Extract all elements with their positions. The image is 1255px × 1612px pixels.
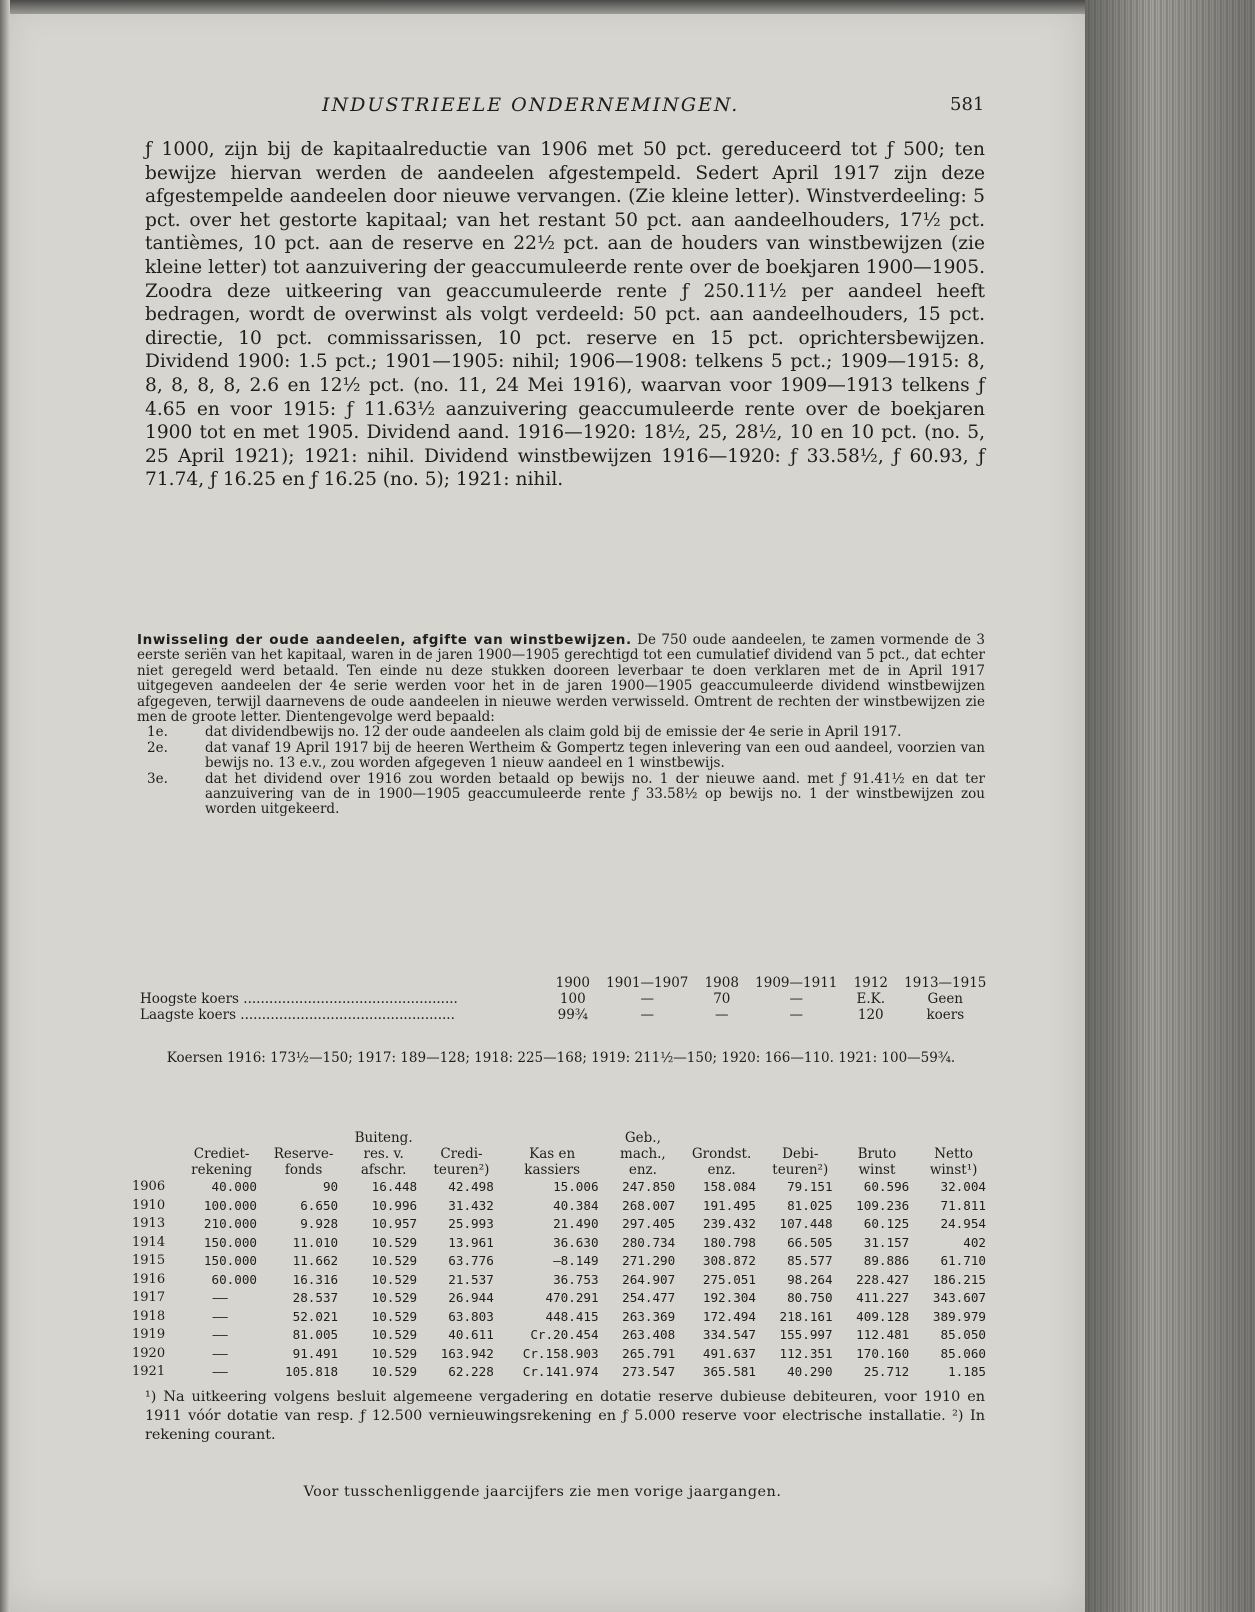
table-cell: 264.907 — [622, 1271, 676, 1287]
table-header-cell: Kas en — [529, 1146, 576, 1162]
table-cell: 21.490 — [553, 1216, 599, 1231]
table-cell: E.K. — [856, 991, 886, 1007]
table-cell: 448.415 — [545, 1308, 599, 1324]
table-cell: 265.791 — [622, 1345, 676, 1361]
table-cell: 158.084 — [702, 1179, 756, 1194]
table-cell: 273.547 — [622, 1364, 676, 1379]
page-top-edge — [0, 0, 1085, 14]
table-cell: 60.000 — [211, 1271, 257, 1287]
table-header-cell — [132, 1146, 180, 1162]
list-item-text: dat het dividend over 1916 zou worden betaald op bewijs no. 1 der nieuwe aand. met ƒ 91.41½ en dat ter aanzuivering van de in 1900—1905 geaccumuleerde rente ƒ 33.58½ op bewijs no. 1 der winstbewijzen zou worden uitgekeerd. — [205, 770, 985, 818]
table-cell: 36.630 — [553, 1234, 599, 1250]
table-cell: 42.498 — [448, 1179, 494, 1194]
table-cell: 81.025 — [787, 1197, 833, 1213]
row-year: 1913 — [132, 1216, 166, 1231]
table-cell: 24.954 — [940, 1216, 986, 1231]
financial-table-body — [132, 1178, 992, 1382]
table-header-row — [132, 1130, 992, 1146]
row-year: 1916 — [132, 1271, 166, 1287]
table-cell: 10.529 — [371, 1327, 418, 1342]
table-cell: 28.537 — [292, 1290, 339, 1305]
running-header — [0, 94, 1085, 120]
table-row — [132, 1308, 992, 1327]
table-cell: 10.996 — [371, 1197, 418, 1213]
price-history-line: Koersen 1916: 173½—150; 1917: 189—128; 1918: 225—168; 1919: 211½—150; 1920: 166—110. 1921: 100—59¾. — [166, 1050, 956, 1066]
table-cell: — — [640, 991, 655, 1007]
table-cell: 36.753 — [553, 1271, 599, 1287]
table-header-cell: res. v. — [363, 1146, 404, 1162]
table-header-row — [132, 1162, 992, 1178]
table-row — [132, 1271, 992, 1290]
table-row — [132, 1234, 992, 1253]
page-number: 581 — [950, 94, 985, 115]
table-header-cell — [423, 1130, 500, 1146]
table-header-cell: afschr. — [360, 1162, 407, 1178]
table-row — [132, 1252, 992, 1271]
table-cell: 247.850 — [622, 1179, 676, 1194]
table-header-cell — [263, 1130, 344, 1146]
table-cell: 411.227 — [856, 1290, 910, 1305]
table-cell: 263.369 — [622, 1308, 676, 1324]
page-left-edge — [0, 0, 10, 1612]
table-row — [136, 991, 996, 1007]
table-header-row — [136, 975, 996, 991]
table-cell: — — [789, 1007, 804, 1023]
table-header-cell: 1913—1915 — [904, 975, 987, 991]
table-cell: 109.236 — [856, 1197, 910, 1213]
table-cell: 254.477 — [622, 1290, 676, 1305]
table-cell: 21.537 — [448, 1271, 494, 1287]
table-cell: 186.215 — [932, 1271, 986, 1287]
table-cell: 210.000 — [203, 1216, 257, 1231]
table-header-cell: 1901—1907 — [606, 975, 689, 991]
table-cell: 280.734 — [622, 1234, 676, 1250]
table-cell: — — [640, 1007, 655, 1023]
list-item-number: 2e. — [147, 739, 168, 756]
table-cell: 268.007 — [622, 1197, 676, 1213]
row-label: Laagste koers .................................................. — [140, 1007, 455, 1023]
table-cell: 10.529 — [371, 1308, 418, 1324]
table-cell: 10.529 — [371, 1364, 418, 1379]
table-cell: 10.529 — [371, 1345, 418, 1361]
table-cell: 100 — [559, 991, 586, 1007]
table-cell: 389.979 — [932, 1308, 986, 1324]
table-header-cell: Credi- — [440, 1146, 483, 1162]
table-cell: 26.944 — [448, 1290, 494, 1305]
table-cell: 10.529 — [371, 1290, 418, 1305]
table-cell: 31.157 — [863, 1234, 910, 1250]
table-cell: Cr.158.903 — [522, 1345, 599, 1361]
table-cell: 192.304 — [702, 1290, 756, 1305]
table-header-cell: rekening — [191, 1162, 253, 1178]
table-header-cell — [136, 975, 549, 991]
table-cell: 52.021 — [292, 1308, 339, 1324]
table-cell: —— — [212, 1290, 228, 1305]
table-cell: 16.448 — [371, 1179, 418, 1194]
table-cell: 25.712 — [863, 1364, 910, 1379]
table-header-cell — [500, 1130, 605, 1146]
footnote-text: ¹) Na uitkeering volgens besluit algemeene vergadering en dotatie reserve dubieuse debiteuren, voor 1910 en 1911 vóór dotatie van resp. ƒ 12.500 vernieuwingsrekening en ƒ 5.000 reserve voor electrische installatie. ²) In rekening courant. — [145, 1389, 985, 1443]
table-header-cell — [762, 1130, 839, 1146]
table-header-cell: Debi- — [782, 1146, 819, 1162]
table-header-cell — [180, 1130, 263, 1146]
table-header-row — [132, 1146, 992, 1162]
book-edge-shadow — [1085, 0, 1255, 1612]
table-header-cell: Grondst. — [691, 1146, 752, 1162]
table-header-cell: enz. — [628, 1162, 657, 1178]
table-cell: 470.291 — [545, 1290, 599, 1305]
table-cell: koers — [926, 1007, 965, 1023]
table-cell: 70 — [713, 991, 731, 1007]
footnote — [145, 1388, 985, 1445]
table-cell: 32.004 — [940, 1179, 986, 1194]
table-cell: — — [789, 991, 804, 1007]
table-cell: 9.928 — [300, 1216, 339, 1231]
table-header-cell — [839, 1130, 916, 1146]
table-cell: 308.872 — [702, 1253, 756, 1268]
table-cell: 79.151 — [787, 1179, 833, 1194]
table-header-cell: Crediet- — [193, 1146, 250, 1162]
table-cell: 71.811 — [940, 1197, 986, 1213]
table-cell: 112.351 — [779, 1345, 833, 1361]
table-cell: 218.161 — [779, 1308, 833, 1324]
table-cell: 91.491 — [292, 1345, 339, 1361]
table-cell: —— — [212, 1308, 228, 1324]
table-header-cell: winst — [858, 1162, 896, 1178]
financial-table — [132, 1130, 992, 1382]
table-cell: 271.290 — [622, 1253, 676, 1268]
row-label: Hoogste koers .................................................. — [140, 991, 458, 1007]
table-cell: 239.432 — [702, 1216, 756, 1231]
list-item-number: 3e. — [147, 770, 168, 787]
small-print-section — [137, 633, 985, 818]
table-cell: 40.000 — [211, 1179, 257, 1194]
table-cell: 150.000 — [203, 1234, 257, 1250]
financial-table-head — [132, 1130, 992, 1178]
table-cell: 365.581 — [702, 1364, 756, 1379]
table-cell: 100.000 — [203, 1197, 257, 1213]
table-header-cell: Geb., — [624, 1130, 661, 1146]
table-cell: 275.051 — [702, 1271, 756, 1287]
table-cell: 112.481 — [856, 1327, 910, 1342]
table-cell: 120 — [857, 1007, 884, 1023]
row-year: 1920 — [132, 1345, 166, 1361]
table-row — [132, 1197, 992, 1216]
table-cell: 31.432 — [448, 1197, 494, 1213]
table-cell: 172.494 — [702, 1308, 756, 1324]
main-paragraph: ƒ 1000, zijn bij de kapitaalreductie van 1906 met 50 pct. gereduceerd tot ƒ 500; ten bewijze hiervan werden de aandeelen afgestempeld. Sedert April 1917 zijn deze afgestempelde aandeelen door nieuwe vervangen. (Zie kleine letter). Winstverdeeling: 5 pct. over het gestorte kapitaal; van het restant 50 pct. aan aandeelhouders, 17½ pct. tantièmes, 10 pct. aan de reserve en 22½ pct. aan de houders van winstbewijzen (zie kleine letter) tot aanzuivering der geaccumuleerde rente over de boekjaren 1900—1905. Zoodra deze uitkeering van geaccumuleerde rente ƒ 250.11½ per aandeel heeft bedragen, wordt de overwinst als volgt verdeeld: 50 pct. aan aandeelhouders, 15 pct. directie, 10 pct. commissarissen, 10 pct. reserve en 15 pct. oprichtersbewijzen. Dividend 1900: 1.5 pct.; 1901—1905: nihil; 1906—1908: telkens 5 pct.; 1909—1915: 8, 8, 8, 8, 8, 2.6 en 12½ pct. (no. 11, 24 Mei 1916), waarvan voor 1909—1913 telkens ƒ 4.65 en voor 1915: ƒ 11.63½ aanzuivering geaccumuleerde rente over de boekjaren 1900 tot en met 1905. Dividend aand. 1916—1920: 18½, 25, 28½, 10 en 10 pct. (no. 5, 25 April 1921); 1921: nihil. Dividend winstbewijzen 1916—1920: ƒ 33.58½, ƒ 60.93, ƒ 71.74, ƒ 16.25 en ƒ 16.25 (no. 5); 1921: nihil. — [145, 139, 985, 491]
small-print-heading: Inwisseling der oude aandeelen, afgifte van winstbewijzen. — [137, 632, 632, 648]
table-header-cell: Bruto — [857, 1146, 897, 1162]
table-cell: 297.405 — [622, 1216, 676, 1231]
row-year: 1921 — [132, 1364, 166, 1379]
table-header-cell: 1912 — [853, 975, 888, 991]
table-cell: 180.798 — [702, 1234, 756, 1250]
enumerated-list — [137, 725, 985, 817]
table-cell: 25.993 — [448, 1216, 494, 1231]
list-item-number: 1e. — [147, 724, 168, 741]
row-year: 1918 — [132, 1308, 166, 1324]
table-cell: 10.529 — [371, 1234, 418, 1250]
table-cell: 80.750 — [787, 1290, 833, 1305]
table-cell: 11.662 — [292, 1253, 339, 1268]
table-cell: 40.611 — [448, 1327, 494, 1342]
table-cell: 60.596 — [863, 1179, 910, 1194]
table-cell: —— — [212, 1364, 228, 1379]
table-header-cell — [132, 1162, 180, 1178]
table-cell: Cr.141.974 — [522, 1364, 599, 1379]
table-header-cell — [681, 1130, 762, 1146]
table-cell: 11.010 — [292, 1234, 339, 1250]
row-year: 1906 — [132, 1179, 166, 1194]
table-cell: 6.650 — [300, 1197, 339, 1213]
table-row — [132, 1345, 992, 1364]
table-header-cell: 1908 — [704, 975, 739, 991]
table-cell: 170.160 — [856, 1345, 910, 1361]
table-cell: 63.803 — [448, 1308, 494, 1324]
table-cell: 40.384 — [553, 1197, 599, 1213]
table-cell: 85.050 — [940, 1327, 986, 1342]
list-item-text: dat dividendbewijs no. 12 der oude aandeelen als claim gold bij de emissie der 4e serie in April 1917. — [205, 724, 902, 741]
table-header-cell: enz. — [707, 1162, 736, 1178]
table-cell: 16.316 — [292, 1271, 339, 1287]
table-cell: 81.005 — [292, 1327, 339, 1342]
table-header-cell: teuren²) — [772, 1162, 829, 1178]
row-year: 1917 — [132, 1290, 166, 1305]
table-header-cell: winst¹) — [929, 1162, 978, 1178]
table-header-cell — [132, 1130, 180, 1146]
table-header-cell: 1900 — [555, 975, 590, 991]
table-cell: 107.448 — [779, 1216, 833, 1231]
list-item-text: dat vanaf 19 April 1917 bij de heeren Wertheim & Gompertz tegen inlevering van een oud aandeel, voorzien van bewijs no. 13 e.v., zou worden afgegeven 1 nieuw aandeel en 1 winstbewijs. — [205, 739, 985, 772]
table-cell: 10.529 — [371, 1271, 418, 1287]
price-range-table — [136, 975, 996, 1023]
table-cell: —8.149 — [553, 1253, 599, 1268]
table-row — [136, 1007, 996, 1023]
row-year: 1919 — [132, 1327, 166, 1342]
table-cell: 409.128 — [856, 1308, 910, 1324]
row-year: 1915 — [132, 1253, 166, 1268]
table-header-cell: 1909—1911 — [755, 975, 838, 991]
table-cell: 98.264 — [787, 1271, 833, 1287]
table-cell: 228.427 — [856, 1271, 910, 1287]
small-print-body: De 750 oude aandeelen, te zamen vormende de 3 eerste seriën van het kapitaal, waren in de jaren 1900—1905 gerechtigd tot een cumulatief dividend van 5 pct., dat echter niet geregeld werd betaald. Ten einde nu deze stukken dooreen leverbaar te doen verklaren met de in April 1917 uitgegeven aandeelen der 4e serie werden voor het in de jaren 1900—1905 geaccumuleerde dividend winstbewijzen afgegeven, terwijl daarnevens de oude aandeelen in nieuwe werden verwisseld. Omtrent de rechten der winstbewijzen zie men de groote letter. Dientengevolge werd bepaald: — [137, 632, 985, 726]
list-item — [137, 772, 985, 818]
table-cell: 61.710 — [940, 1253, 986, 1268]
row-year: 1914 — [132, 1234, 166, 1250]
table-header-cell: kassiers — [524, 1162, 581, 1178]
table-cell: 62.228 — [448, 1364, 494, 1379]
table-cell: 10.957 — [371, 1216, 418, 1231]
table-cell: 163.942 — [440, 1345, 494, 1361]
table-cell: 10.529 — [371, 1253, 418, 1268]
table-cell: —— — [212, 1327, 228, 1342]
table-cell: 63.776 — [448, 1253, 494, 1268]
table-cell: 15.006 — [553, 1179, 599, 1194]
table-cell: 85.577 — [787, 1253, 833, 1268]
table-row — [132, 1215, 992, 1234]
row-year: 1910 — [132, 1197, 166, 1213]
table-header-cell: teuren²) — [433, 1162, 490, 1178]
list-item — [137, 725, 985, 740]
table-row — [132, 1326, 992, 1345]
table-cell: 263.408 — [622, 1327, 676, 1342]
table-cell: 1.185 — [948, 1364, 986, 1379]
table-cell: 191.495 — [702, 1197, 756, 1213]
table-cell: 89.886 — [863, 1253, 910, 1268]
table-header-cell: Reserve- — [273, 1146, 334, 1162]
table-row — [132, 1289, 992, 1308]
table-cell: Cr.20.454 — [530, 1327, 599, 1342]
table-cell: 90 — [322, 1179, 339, 1194]
table-cell: 334.547 — [702, 1327, 756, 1342]
table-cell: 60.125 — [863, 1216, 910, 1231]
table-cell: —— — [212, 1345, 228, 1361]
list-item — [137, 741, 985, 772]
table-header-cell: Netto — [934, 1146, 974, 1162]
table-cell: 40.290 — [787, 1364, 833, 1379]
table-cell: 85.060 — [940, 1345, 986, 1361]
table-cell: — — [715, 1007, 729, 1023]
main-text-block — [145, 138, 985, 492]
closing-note: Voor tusschenliggende jaarcijfers zie men vorige jaargangen. — [303, 1484, 782, 1500]
table-cell: Geen — [927, 991, 964, 1007]
table-row — [132, 1178, 992, 1197]
table-cell: 491.637 — [702, 1345, 756, 1361]
table-cell: 402 — [963, 1234, 986, 1250]
table-header-cell: mach., — [620, 1146, 666, 1162]
table-cell: 13.961 — [448, 1234, 494, 1250]
table-cell: 99¾ — [557, 1007, 588, 1023]
table-cell: 66.505 — [787, 1234, 833, 1250]
table-cell: 343.607 — [932, 1290, 986, 1305]
table-row — [132, 1363, 992, 1382]
table-header-cell — [915, 1130, 992, 1146]
table-header-cell: Buiteng. — [354, 1130, 413, 1146]
small-print-paragraph — [137, 633, 985, 725]
table-cell: 105.818 — [285, 1364, 339, 1379]
header-title: INDUSTRIEELE ONDERNEMINGEN. — [322, 94, 740, 116]
table-cell: 155.997 — [779, 1327, 833, 1342]
table-cell: 150.000 — [203, 1253, 257, 1268]
table-header-cell: fonds — [284, 1162, 323, 1178]
